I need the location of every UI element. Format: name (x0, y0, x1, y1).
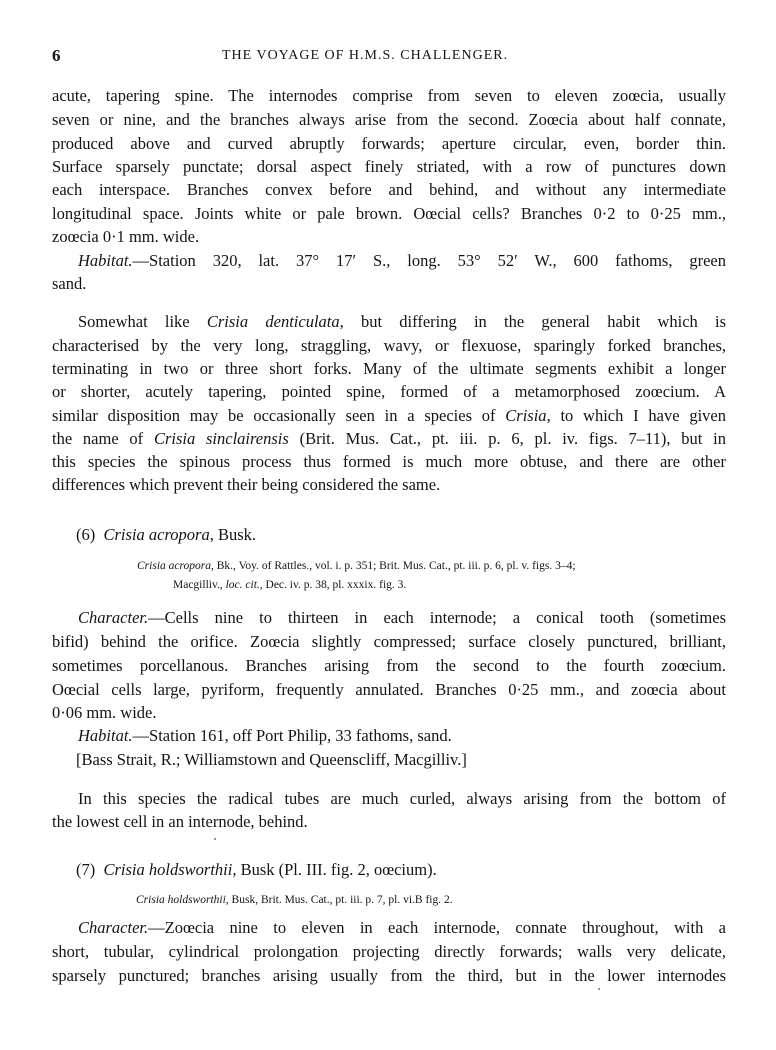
species-name: Crisia sinclairensis (153, 429, 289, 448)
character-line: sparsely punctured; branches arising usually from the third, but in the lower internodes (52, 966, 726, 985)
remarks-line: similar disposition may be occasionally seen in a species of Crisia, to which I have given (52, 406, 726, 425)
character-line: 0·06 mm. wide. (52, 703, 157, 722)
note-line: In this species the radical tubes are much curled, always arising from the bottom of (78, 789, 726, 808)
character-line: short, tubular, cylindrical prolongation projecting directly forwards; walls very delicate, (52, 942, 726, 961)
character-line: Oœcial cells large, pyriform, frequently annulated. Branches 0·25 mm., and zoœcia about (52, 680, 726, 699)
body-line: longitudinal space. Joints white or pale brown. Oœcial cells? Branches 0·2 to 0·25 mm., (52, 204, 726, 223)
remarks-line: or shorter, acutely tapering, pointed spine, formed of a metamorphosed zoœcium. A (52, 382, 726, 401)
habitat-label: Habitat. (78, 726, 133, 745)
species-heading (76, 860, 437, 880)
page-number: 6 (52, 46, 61, 65)
character-line: sometimes porcellanous. Branches arising from the second to the fourth zoœcium. (52, 656, 726, 675)
species-name: Crisia holdsworthii (103, 860, 233, 879)
species-name: Crisia acropora (103, 525, 210, 544)
species-authority: , Busk. (209, 525, 257, 544)
habitat-line: sand. (52, 274, 87, 293)
body-line: zoœcia 0·1 mm. wide. (52, 227, 200, 246)
remarks-line: terminating in two or three short forks. Many of the ultimate segments exhibit a longer (52, 359, 726, 378)
body-line: each interspace. Branches convex before and behind, and without any intermediate (52, 180, 726, 199)
species-name: Crisia denticulata (206, 312, 340, 331)
body-line: acute, tapering spine. The internodes comprise from seven to eleven zoœcia, usually (52, 86, 726, 105)
remarks-line: characterised by the very long, straggling, wavy, or flexuose, sparingly forked branches, (52, 336, 726, 355)
body-line: seven or nine, and the branches always arise from the second. Zoœcia about half connate, (52, 110, 726, 129)
remarks-line: Somewhat like Crisia denticulata, but differing in the general habit which is (78, 312, 727, 331)
synonymy-reference: Macgilliv., loc. cit., Dec. iv. p. 38, pl. xxxix. fig. 3. (173, 579, 407, 591)
bracketed-locality: [Bass Strait, R.; Williamstown and Queenscliff, Macgilliv.] (76, 750, 467, 769)
character-label: Character. (78, 608, 149, 627)
running-title: THE VOYAGE OF H.M.S. CHALLENGER. (222, 48, 509, 63)
note-line: the lowest cell in an internode, behind. (52, 812, 308, 831)
habitat-label: Habitat. (78, 251, 133, 270)
genus-name: Crisia (505, 406, 547, 425)
print-speck (214, 838, 216, 840)
remarks-line: the name of Crisia sinclairensis (Brit. Mus. Cat., pt. iii. p. 6, pl. iv. figs. 7–11), but in (52, 429, 727, 448)
species-number: (6) (76, 525, 96, 544)
species-heading (76, 525, 256, 545)
character-line: Character.—Cells nine to thirteen in each internode; a conical tooth (sometimes (78, 608, 726, 627)
print-speck (598, 988, 600, 990)
habitat-line: Habitat.—Station 161, off Port Philip, 33 fathoms, sand. (78, 726, 452, 745)
character-line: bifid) behind the orifice. Zoœcia slightly compressed; surface closely punctured, brilliant, (52, 632, 726, 651)
synonymy-reference: Crisia holdsworthii, Busk, Brit. Mus. Cat., pt. iii. p. 7, pl. vi.B fig. 2. (136, 894, 453, 906)
remarks-line: this species the spinous process thus formed is much more obtuse, and there are other (52, 452, 726, 471)
species-authority: , Busk (Pl. III. fig. 2, oœcium). (232, 860, 437, 879)
habitat-line (78, 251, 726, 271)
remarks-line: differences which prevent their being considered the same. (52, 475, 441, 494)
body-line: Surface sparsely punctate; dorsal aspect finely striated, with a row of punctures down (52, 157, 726, 176)
character-label: Character. (78, 918, 149, 937)
synonymy-reference: Crisia acropora, Bk., Voy. of Rattles., vol. i. p. 351; Brit. Mus. Cat., pt. iii. p. 6, pl. v. figs. 3–4; (137, 560, 576, 572)
species-number: (7) (76, 860, 96, 879)
habitat-text: —Station 320, lat. 37° 17′ S., long. 53° 52′ W., 600 fathoms, green (132, 251, 726, 270)
body-line: produced above and curved abruptly forwards; aperture circular, even, border thin. (52, 134, 726, 153)
character-line: Character.—Zoœcia nine to eleven in each internode, connate throughout, with a (78, 918, 726, 937)
